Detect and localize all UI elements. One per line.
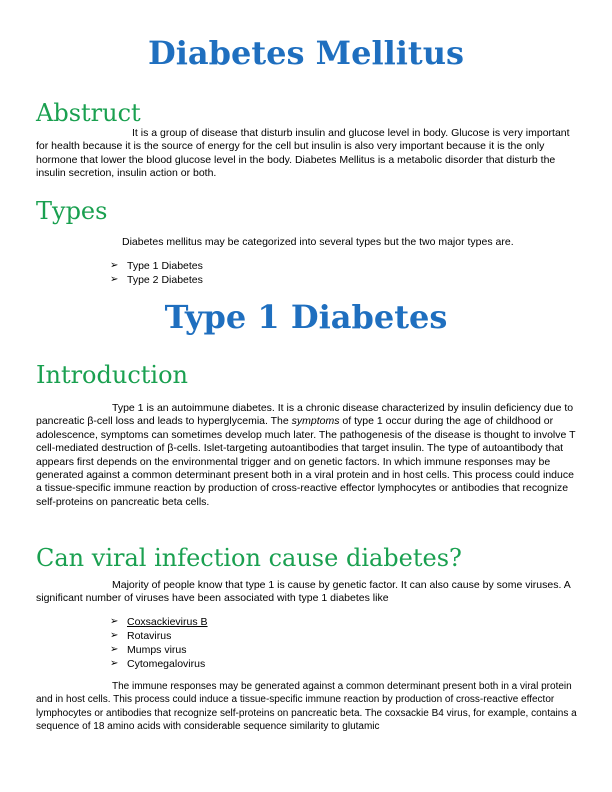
abstract-paragraph <box>36 127 576 181</box>
types-text: Diabetes mellitus may be categorized into several types but the two major types are. <box>122 236 514 248</box>
symptoms-emphasis: symptoms <box>291 415 340 428</box>
abstract-heading: Abstruct <box>36 99 141 127</box>
list-item: ➢ Coxsackievirus B <box>110 616 208 628</box>
virus-list <box>110 615 208 671</box>
list-item: ➢ Cytomegalovirus <box>110 658 206 670</box>
arrowhead-icon: ➢ <box>110 630 119 641</box>
arrowhead-icon: ➢ <box>110 274 119 285</box>
viral-text: Majority of people know that type 1 is cause by genetic factor. It can also cause by some viruses. A significant number of viruses have been associated with type 1 diabetes like <box>36 579 571 605</box>
arrowhead-icon: ➢ <box>110 658 119 669</box>
arrowhead-icon: ➢ <box>110 616 119 627</box>
type1-title: Type 1 Diabetes <box>164 298 448 336</box>
introduction-paragraph: Type 1 is an autoimmune diabetes. It is a chronic disease characterized by insulin deficiency due to pancreatic β-cell loss and leads to hyperglycemia. The symptoms of type 1 occur during the age of childhood or adolescence, symptoms can sometimes develop much later. The pathogenesis of the disease is thought to involve T cell-mediated destruction of β-cells. Islet-targeting autoantibodies that target insulin. The type of autoantibody that appears first depends on the environmental trigger and on genetic factors. In which immune responses may be generated against a common determinant present both in a viral protein and in host cells. This process could induce a tissue-specific immune reaction by production of cross-reactive effector lymphocytes or antibodies that recognize self-proteins on pancreatic beta cells. <box>36 402 576 508</box>
viral-heading: Can viral infection cause diabetes? <box>36 544 462 572</box>
types-heading: Types <box>36 197 108 225</box>
viral-text-2: The immune responses may be generated against a common determinant present both in a viral protein and in host cells. This process could induce a tissue-specific immune reaction by production of cross-reactive effector lymphocytes or antibodies that recognize self-proteins on pancreatic beta. The coxsackie B4 virus, for example, contains a sequence of 18 amino acids with considerable sequence similarity to glutamic <box>36 681 577 733</box>
arrowhead-icon: ➢ <box>110 644 119 655</box>
types-list <box>110 259 203 287</box>
introduction-heading: Introduction <box>36 361 188 389</box>
list-item: ➢ Type 2 Diabetes <box>110 274 203 286</box>
list-item: ➢ Type 1 Diabetes <box>110 260 203 272</box>
types-paragraph <box>36 236 576 249</box>
list-item: ➢ Mumps virus <box>110 644 187 656</box>
viral-paragraph <box>36 579 576 606</box>
document-title: Diabetes Mellitus <box>148 34 464 72</box>
arrowhead-icon: ➢ <box>110 260 119 271</box>
abstract-text: It is a group of disease that disturb insulin and glucose level in body. Glucose is very important for health because it is the source of energy for the cell but insulin is also very important because it is the only hormone that lower the blood glucose level in the body. Diabetes Mellitus is a metabolic disorder that disturb the insulin secretion, insulin action or both. <box>36 127 570 180</box>
viral-paragraph-2 <box>36 680 581 734</box>
list-item: ➢ Rotavirus <box>110 630 172 642</box>
